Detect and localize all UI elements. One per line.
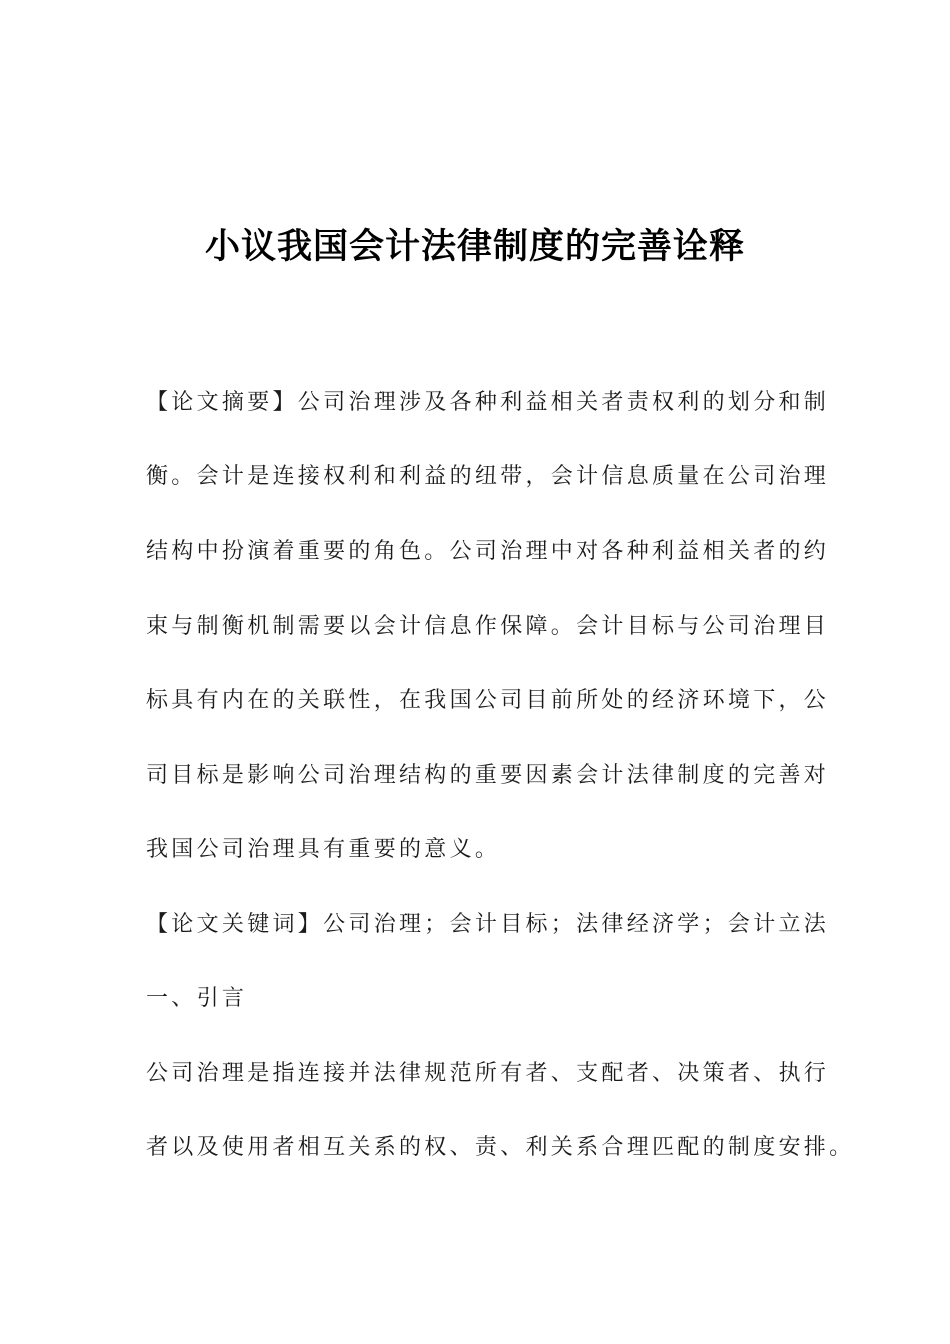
abstract-line: 【论文摘要】公司治理涉及各种利益相关者责权利的划分和制 bbox=[146, 390, 830, 415]
section-heading: 一、引言 bbox=[146, 986, 248, 1011]
abstract-line: 束与制衡机制需要以会计信息作保障。会计目标与公司治理目 bbox=[146, 614, 830, 639]
intro-line: 公司治理是指连接并法律规范所有者、支配者、决策者、执行 bbox=[146, 1061, 830, 1086]
abstract-line: 结构中扮演着重要的角色。公司治理中对各种利益相关者的约 bbox=[146, 539, 830, 564]
document-title: 小议我国会计法律制度的完善诠释 bbox=[204, 227, 745, 267]
abstract-line: 衡。会计是连接权利和利益的纽带，会计信息质量在公司治理 bbox=[146, 464, 830, 489]
abstract-line: 司目标是影响公司治理结构的重要因素会计法律制度的完善对 bbox=[146, 763, 830, 788]
abstract-line: 我国公司治理具有重要的意义。 bbox=[146, 837, 501, 862]
keywords-line: 【论文关键词】公司治理；会计目标；法律经济学；会计立法 bbox=[146, 912, 830, 937]
intro-line: 者以及使用者相互关系的权、责、利关系合理匹配的制度安排。 bbox=[146, 1135, 855, 1160]
abstract-line: 标具有内在的关联性，在我国公司目前所处的经济环境下，公 bbox=[146, 688, 830, 713]
